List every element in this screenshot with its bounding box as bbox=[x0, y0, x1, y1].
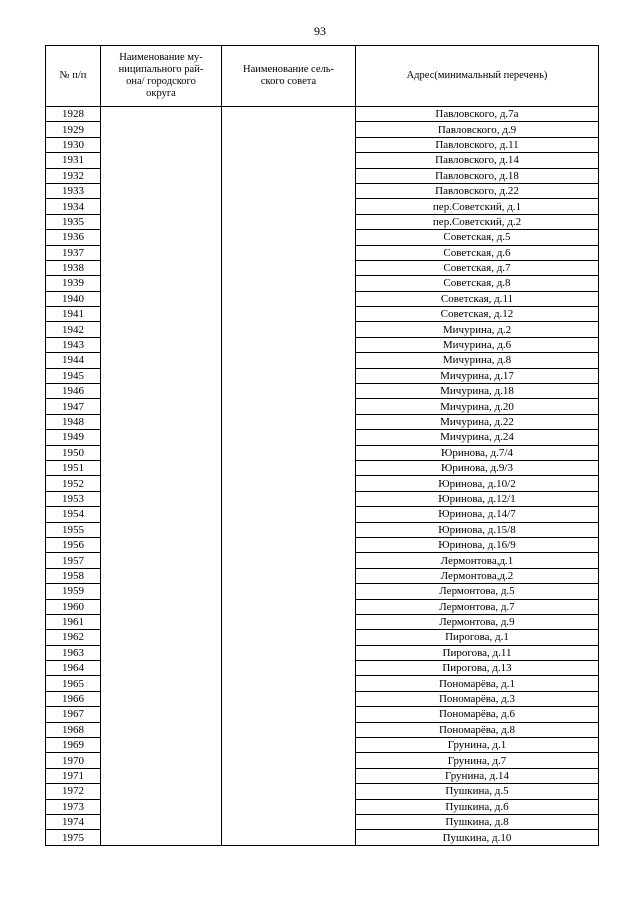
address-cell: Павловского, д.9 bbox=[356, 122, 599, 137]
row-number: 1941 bbox=[46, 307, 101, 322]
row-number: 1953 bbox=[46, 491, 101, 506]
address-cell: Юринова, д.15/8 bbox=[356, 522, 599, 537]
row-number: 1938 bbox=[46, 260, 101, 275]
table-header bbox=[46, 46, 599, 107]
address-cell: Советская, д.7 bbox=[356, 260, 599, 275]
row-number: 1968 bbox=[46, 722, 101, 737]
address-cell: Мичурина, д.8 bbox=[356, 353, 599, 368]
address-cell: пер.Советский, д.2 bbox=[356, 214, 599, 229]
row-number: 1963 bbox=[46, 645, 101, 660]
address-cell: Советская, д.11 bbox=[356, 291, 599, 306]
address-cell: Мичурина, д.18 bbox=[356, 384, 599, 399]
address-cell: Павловского, д.11 bbox=[356, 137, 599, 152]
address-cell: Юринова, д.14/7 bbox=[356, 507, 599, 522]
row-number: 1942 bbox=[46, 322, 101, 337]
table-row bbox=[46, 107, 599, 122]
row-number: 1943 bbox=[46, 337, 101, 352]
row-number: 1967 bbox=[46, 707, 101, 722]
row-number: 1965 bbox=[46, 676, 101, 691]
row-number: 1950 bbox=[46, 445, 101, 460]
row-number: 1960 bbox=[46, 599, 101, 614]
row-number: 1951 bbox=[46, 460, 101, 475]
address-cell: Юринова, д.9/3 bbox=[356, 460, 599, 475]
district-cell bbox=[101, 107, 222, 846]
address-cell: Мичурина, д.20 bbox=[356, 399, 599, 414]
address-cell: Советская, д.12 bbox=[356, 307, 599, 322]
row-number: 1957 bbox=[46, 553, 101, 568]
row-number: 1944 bbox=[46, 353, 101, 368]
address-cell: Юринова, д.16/9 bbox=[356, 537, 599, 552]
address-cell: Лермонтова,д.2 bbox=[356, 568, 599, 583]
address-cell: Пирогова, д.1 bbox=[356, 630, 599, 645]
row-number: 1948 bbox=[46, 414, 101, 429]
row-number: 1958 bbox=[46, 568, 101, 583]
address-cell: Советская, д.6 bbox=[356, 245, 599, 260]
row-number: 1939 bbox=[46, 276, 101, 291]
row-number: 1931 bbox=[46, 153, 101, 168]
address-cell: Пушкина, д.6 bbox=[356, 799, 599, 814]
header-address: Адрес(минимальный перечень) bbox=[356, 46, 599, 107]
council-cell bbox=[222, 107, 356, 846]
row-number: 1945 bbox=[46, 368, 101, 383]
row-number: 1971 bbox=[46, 768, 101, 783]
address-cell: Мичурина, д.2 bbox=[356, 322, 599, 337]
row-number: 1964 bbox=[46, 661, 101, 676]
table-body bbox=[46, 107, 599, 846]
row-number: 1970 bbox=[46, 753, 101, 768]
row-number: 1969 bbox=[46, 738, 101, 753]
row-number: 1956 bbox=[46, 537, 101, 552]
address-cell: Мичурина, д.24 bbox=[356, 430, 599, 445]
address-cell: Мичурина, д.17 bbox=[356, 368, 599, 383]
row-number: 1946 bbox=[46, 384, 101, 399]
address-cell: Пирогова, д.11 bbox=[356, 645, 599, 660]
row-number: 1966 bbox=[46, 691, 101, 706]
row-number: 1929 bbox=[46, 122, 101, 137]
address-cell: Советская, д.5 bbox=[356, 230, 599, 245]
address-cell: Грунина, д.14 bbox=[356, 768, 599, 783]
header-num: № п/п bbox=[46, 46, 101, 107]
header-council bbox=[222, 46, 356, 107]
row-number: 1973 bbox=[46, 799, 101, 814]
address-cell: Юринова, д.7/4 bbox=[356, 445, 599, 460]
header-row bbox=[46, 46, 599, 107]
row-number: 1936 bbox=[46, 230, 101, 245]
row-number: 1937 bbox=[46, 245, 101, 260]
row-number: 1928 bbox=[46, 107, 101, 122]
address-cell: Павловского, д.7а bbox=[356, 107, 599, 122]
row-number: 1955 bbox=[46, 522, 101, 537]
address-cell: Грунина, д.1 bbox=[356, 738, 599, 753]
header-district-text: Наименование му- ниципального рай- она/ городского округа bbox=[118, 52, 204, 99]
address-table bbox=[45, 45, 599, 846]
row-number: 1949 bbox=[46, 430, 101, 445]
header-council-text: Наименование сель- ского совета bbox=[242, 64, 334, 87]
address-cell: Пономарёва, д.3 bbox=[356, 691, 599, 706]
row-number: 1972 bbox=[46, 784, 101, 799]
row-number: 1934 bbox=[46, 199, 101, 214]
row-number: 1961 bbox=[46, 614, 101, 629]
address-cell: Лермонтова, д.5 bbox=[356, 584, 599, 599]
address-cell: Лермонтова, д.7 bbox=[356, 599, 599, 614]
address-cell: Пирогова, д.13 bbox=[356, 661, 599, 676]
row-number: 1959 bbox=[46, 584, 101, 599]
address-cell: Павловского, д.18 bbox=[356, 168, 599, 183]
address-cell: Пушкина, д.5 bbox=[356, 784, 599, 799]
row-number: 1935 bbox=[46, 214, 101, 229]
address-cell: Юринова, д.10/2 bbox=[356, 476, 599, 491]
address-cell: Лермонтова,д.1 bbox=[356, 553, 599, 568]
row-number: 1962 bbox=[46, 630, 101, 645]
address-cell: Пушкина, д.8 bbox=[356, 814, 599, 829]
address-cell: Пономарёва, д.6 bbox=[356, 707, 599, 722]
row-number: 1932 bbox=[46, 168, 101, 183]
header-district bbox=[101, 46, 222, 107]
address-cell: Павловского, д.22 bbox=[356, 183, 599, 198]
row-number: 1952 bbox=[46, 476, 101, 491]
row-number: 1947 bbox=[46, 399, 101, 414]
row-number: 1954 bbox=[46, 507, 101, 522]
row-number: 1975 bbox=[46, 830, 101, 845]
page-number: 93 bbox=[314, 24, 326, 38]
row-number: 1930 bbox=[46, 137, 101, 152]
address-cell: пер.Советский, д.1 bbox=[356, 199, 599, 214]
address-cell: Мичурина, д.22 bbox=[356, 414, 599, 429]
row-number: 1974 bbox=[46, 814, 101, 829]
address-cell: Советская, д.8 bbox=[356, 276, 599, 291]
address-cell: Пономарёва, д.1 bbox=[356, 676, 599, 691]
address-cell: Грунина, д.7 bbox=[356, 753, 599, 768]
address-cell: Пушкина, д.10 bbox=[356, 830, 599, 845]
address-cell: Лермонтова, д.9 bbox=[356, 614, 599, 629]
row-number: 1933 bbox=[46, 183, 101, 198]
row-number: 1940 bbox=[46, 291, 101, 306]
address-cell: Мичурина, д.6 bbox=[356, 337, 599, 352]
address-cell: Пономарёва, д.8 bbox=[356, 722, 599, 737]
address-cell: Павловского, д.14 bbox=[356, 153, 599, 168]
address-cell: Юринова, д.12/1 bbox=[356, 491, 599, 506]
